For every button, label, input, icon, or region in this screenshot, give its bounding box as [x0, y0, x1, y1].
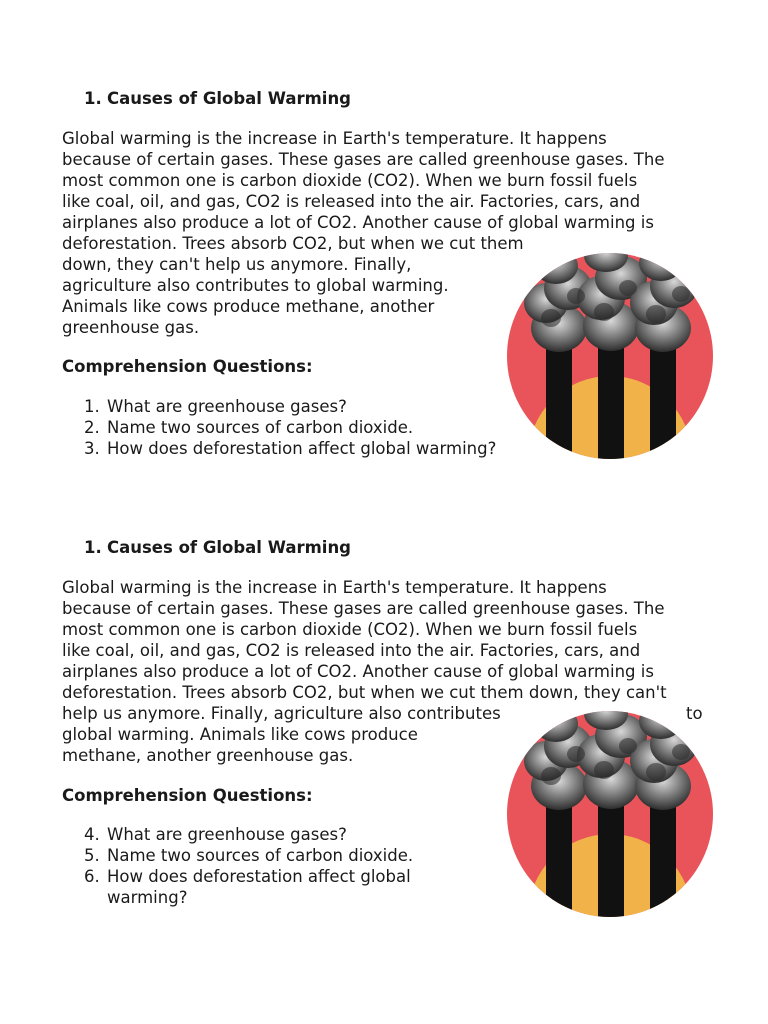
- heading-text: Causes of Global Warming: [107, 89, 351, 108]
- paragraph-line: greenhouse gas.: [62, 318, 200, 337]
- paragraph-line: global warming. Animals like cows produce: [62, 725, 418, 744]
- heading-text: Causes of Global Warming: [107, 538, 351, 557]
- question-continuation: warming?: [107, 888, 188, 907]
- question-number: 1.: [84, 397, 100, 416]
- question-number: 2.: [84, 418, 100, 437]
- section-heading: [84, 538, 351, 557]
- question-text: How does deforestation affect global: [107, 867, 411, 886]
- question-text: How does deforestation affect global warming?: [107, 439, 497, 458]
- factory-smokestacks-illustration: [506, 706, 714, 918]
- question-item: [84, 866, 411, 887]
- paragraph-line: Animals like cows produce methane, another: [62, 297, 435, 316]
- question-text: Name two sources of carbon dioxide.: [107, 418, 414, 437]
- question-text: What are greenhouse gases?: [107, 397, 347, 416]
- paragraph-line: deforestation. Trees absorb CO2, but when we cut them: [62, 234, 524, 253]
- paragraph-line: like coal, oil, and gas, CO2 is released into the air. Factories, cars, and: [62, 641, 641, 660]
- question-item: [84, 396, 347, 417]
- question-number: 3.: [84, 439, 100, 458]
- heading-number: 1.: [84, 538, 102, 557]
- question-item: [84, 845, 413, 866]
- section-heading: [84, 89, 351, 108]
- paragraph-line: like coal, oil, and gas, CO2 is released into the air. Factories, cars, and: [62, 192, 641, 211]
- paragraph-line: airplanes also produce a lot of CO2. Another cause of global warming is: [62, 662, 654, 681]
- paragraph-line: deforestation. Trees absorb CO2, but when we cut them down, they can't: [62, 683, 667, 702]
- question-number: 5.: [84, 846, 100, 865]
- question-item: [84, 417, 413, 438]
- paragraph-line: agriculture also contributes to global warming.: [62, 276, 449, 295]
- comprehension-title: Comprehension Questions:: [62, 357, 313, 376]
- paragraph-line: most common one is carbon dioxide (CO2). When we burn fossil fuels: [62, 171, 638, 190]
- paragraph-line: methane, another greenhouse gas.: [62, 746, 354, 765]
- question-number: 6.: [84, 867, 100, 886]
- factory-smokestacks-illustration: [506, 248, 714, 460]
- paragraph-line: down, they can't help us anymore. Finally,: [62, 255, 412, 274]
- paragraph-line: help us anymore. Finally, agriculture also contributes: [62, 704, 501, 723]
- paragraph-line: airplanes also produce a lot of CO2. Another cause of global warming is: [62, 213, 654, 232]
- heading-number: 1.: [84, 89, 102, 108]
- paragraph-line: Global warming is the increase in Earth's temperature. It happens: [62, 578, 607, 597]
- paragraph-orphan-word: to: [686, 704, 703, 723]
- question-number: 4.: [84, 825, 100, 844]
- question-item: [84, 438, 496, 459]
- question-item: [84, 824, 347, 845]
- paragraph-line: because of certain gases. These gases are called greenhouse gases. The: [62, 599, 665, 618]
- question-text: Name two sources of carbon dioxide.: [107, 846, 414, 865]
- paragraph-line: Global warming is the increase in Earth's temperature. It happens: [62, 129, 607, 148]
- comprehension-title: Comprehension Questions:: [62, 786, 313, 805]
- paragraph-line: because of certain gases. These gases are called greenhouse gases. The: [62, 150, 665, 169]
- question-text: What are greenhouse gases?: [107, 825, 347, 844]
- paragraph-line: most common one is carbon dioxide (CO2). When we burn fossil fuels: [62, 620, 638, 639]
